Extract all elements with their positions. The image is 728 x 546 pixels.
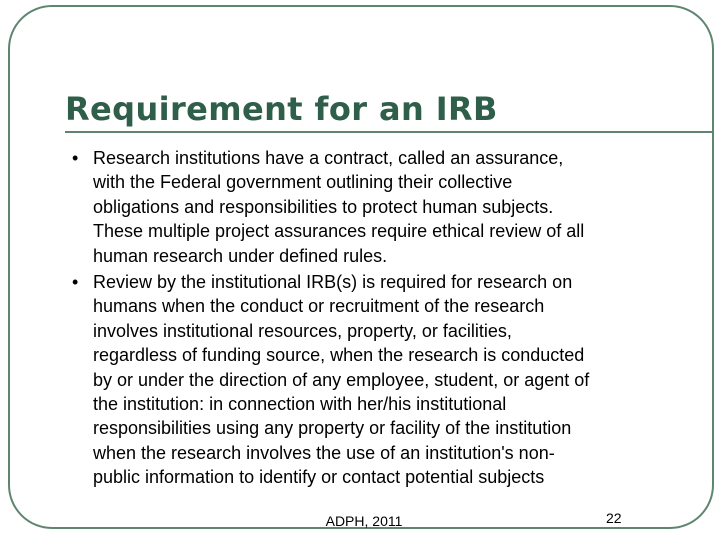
bullet-line: responsibilities using any property or facility of the institution (93, 418, 572, 439)
bullet-line: human research under defined rules. (93, 245, 388, 266)
bullet-line: public information to identify or contact potential subjects (93, 467, 545, 488)
bullet-line: with the Federal government outlining their collective (93, 172, 513, 193)
bullet-item (72, 146, 672, 268)
bullet-line: obligations and responsibilities to protect human subjects. (93, 196, 554, 217)
bullet-line: Research institutions have a contract, called an assurance, (93, 148, 564, 168)
bullet-icon: • (72, 272, 79, 293)
bullet-item (72, 270, 672, 490)
bullet-list (72, 146, 672, 492)
bullet-line: These multiple project assurances require ethical review of all (93, 221, 585, 242)
bullet-line: the institution: in connection with her/his institutional (93, 394, 507, 415)
bullet-line: involves institutional resources, property, or facilities, (93, 320, 512, 341)
bullet-line: when the research involves the use of an institution's non- (93, 442, 555, 463)
bullet-text (93, 146, 672, 268)
bullet-line: humans when the conduct or recruitment of the research (93, 296, 545, 317)
slide-title: Requirement for an IRB (65, 90, 498, 128)
title-underline (65, 131, 714, 133)
bullet-text (93, 270, 672, 490)
bullet-line: by or under the direction of any employee, student, or agent of (93, 369, 590, 390)
footer-text: ADPH, 2011 (325, 513, 403, 529)
bullet-line: Review by the institutional IRB(s) is required for research on (93, 272, 573, 293)
bullet-line: regardless of funding source, when the research is conducted (93, 345, 585, 366)
bullet-icon: • (72, 148, 79, 168)
page-number: 22 (606, 510, 622, 526)
